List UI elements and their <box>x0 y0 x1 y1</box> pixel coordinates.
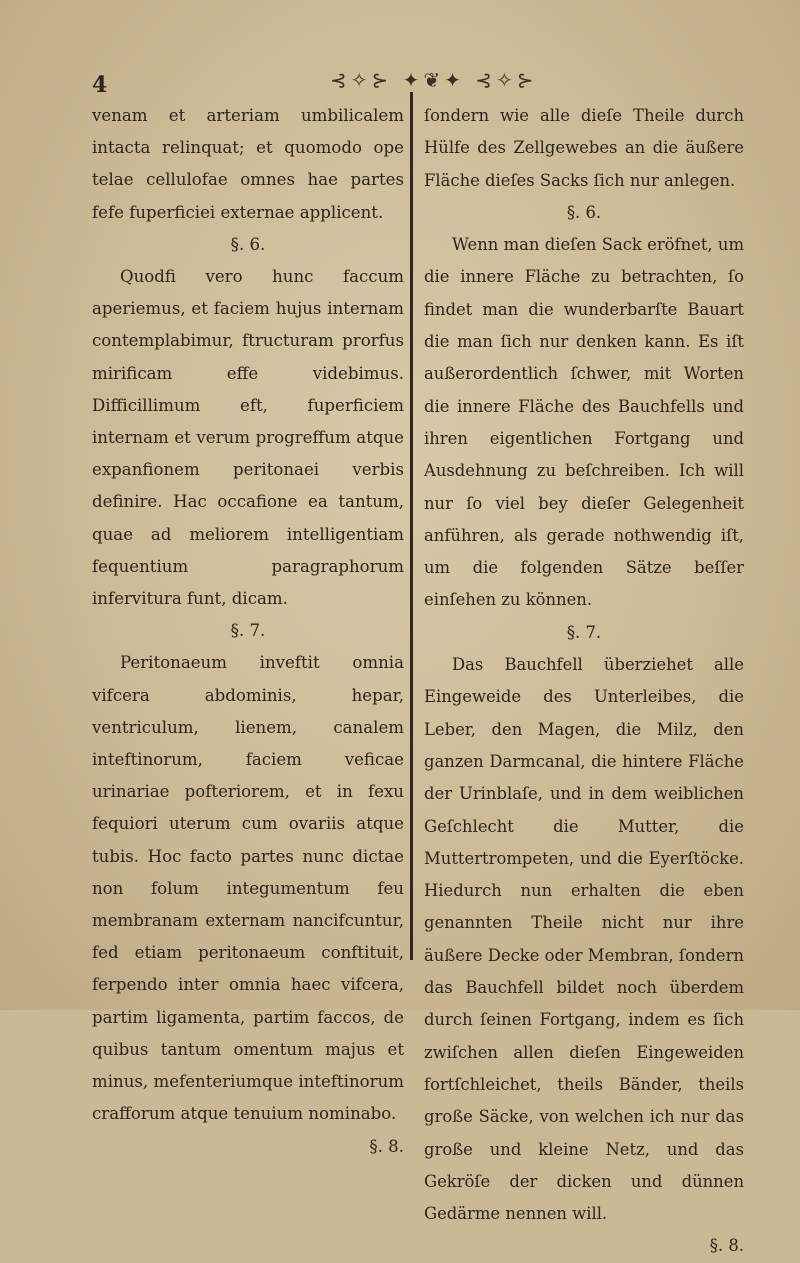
page-number: 4 <box>92 72 108 98</box>
latin-paragraph-3: Peritonaeum inveftit omnia vifcera abdominis, hepar, ventriculum, lienem, canalem inteftinorum, faciem veficae urinariae pofteriorem, et in fexu fequiori uterum cum ovariis atque tubis. Hoc facto partes nunc dictae non folum integumentum feu membranam externam nancifcuntur, fed etiam peritonaeum conftituit, ferpendo inter omnia haec vifcera, partim ligamenta, partim faccos, de quibus tantum omentum majus et minus, mefenteriumque inteftinorum crafforum atque tenuium nominabo. <box>92 653 404 1124</box>
latin-paragraph-1: venam et arteriam umbilicalem intacta relinquat; et quomodo ope telae cellulofae omnes hae partes fefe fuperficiei externae applicent. <box>92 106 404 222</box>
german-column <box>424 100 744 1263</box>
german-section-6-heading: §. 6. <box>566 202 602 222</box>
german-paragraph-1: ſondern wie alle dieſe Theile durch Hülfe des Zellgewebes an die äußere Fläche dieſes Sacks ſich nur anlegen. <box>424 106 744 190</box>
german-section-7-heading: §. 7. <box>566 622 602 642</box>
latin-column <box>92 100 404 1163</box>
latin-catchword: §. 8. <box>369 1136 404 1156</box>
header-ornament: ⊰✧⊱ ✦❦✦ ⊰✧⊱ <box>330 68 538 92</box>
latin-paragraph-2: Quodfi vero hunc faccum aperiemus, et faciem hujus internam contemplabimur, ftructuram prorfus mirificam effe videbimus. Difficillimum eft, fuperficiem internam et verum progreffum atque expanfionem peritonaei verbis definire. Hac occafione ea tantum, quae ad meliorem intelligentiam fequentium paragraphorum infervitura funt, dicam. <box>92 267 404 609</box>
german-paragraph-3: Das Bauchfell überziehet alle Eingeweide des Unterleibes, die Leber, den Magen, die Milz, den ganzen Darmcanal, die hintere Fläche der Urinblaſe, und in dem weiblichen Geſchlecht die Mutter, die Muttertrompeten, und die Eyerſtöcke. Hiedurch nun erhalten die eben genannten Theile nicht nur ihre äußere Decke oder Membran, ſondern das Bauchfell bildet noch überdem durch ſeinen Fortgang, indem es ſich zwiſchen allen dieſen Eingeweiden fortſchleichet, theils Bänder, theils große Säcke, von welchen ich nur das große und kleine Netz, und das Gekröſe der dicken und dünnen Gedärme nennen will. <box>424 655 744 1224</box>
latin-section-6-heading: §. 6. <box>230 234 266 254</box>
german-paragraph-2: Wenn man dieſen Sack eröfnet, um die innere Fläche zu betrachten, ſo findet man die wunderbarſte Bauart die man ſich nur denken kann. Es iſt außerordentlich ſchwer, mit Worten die innere Fläche des Bauchfells und ihren eigentlichen Fortgang und Ausdehnung zu beſchreiben. Ich will nur ſo viel bey dieſer Gelegenheit anführen, als gerade nothwendig iſt, um die folgenden Sätze beſſer einſehen zu können. <box>424 235 744 610</box>
german-catchword: §. 8. <box>709 1236 744 1256</box>
column-divider <box>410 92 413 960</box>
latin-section-7-heading: §. 7. <box>230 621 266 641</box>
